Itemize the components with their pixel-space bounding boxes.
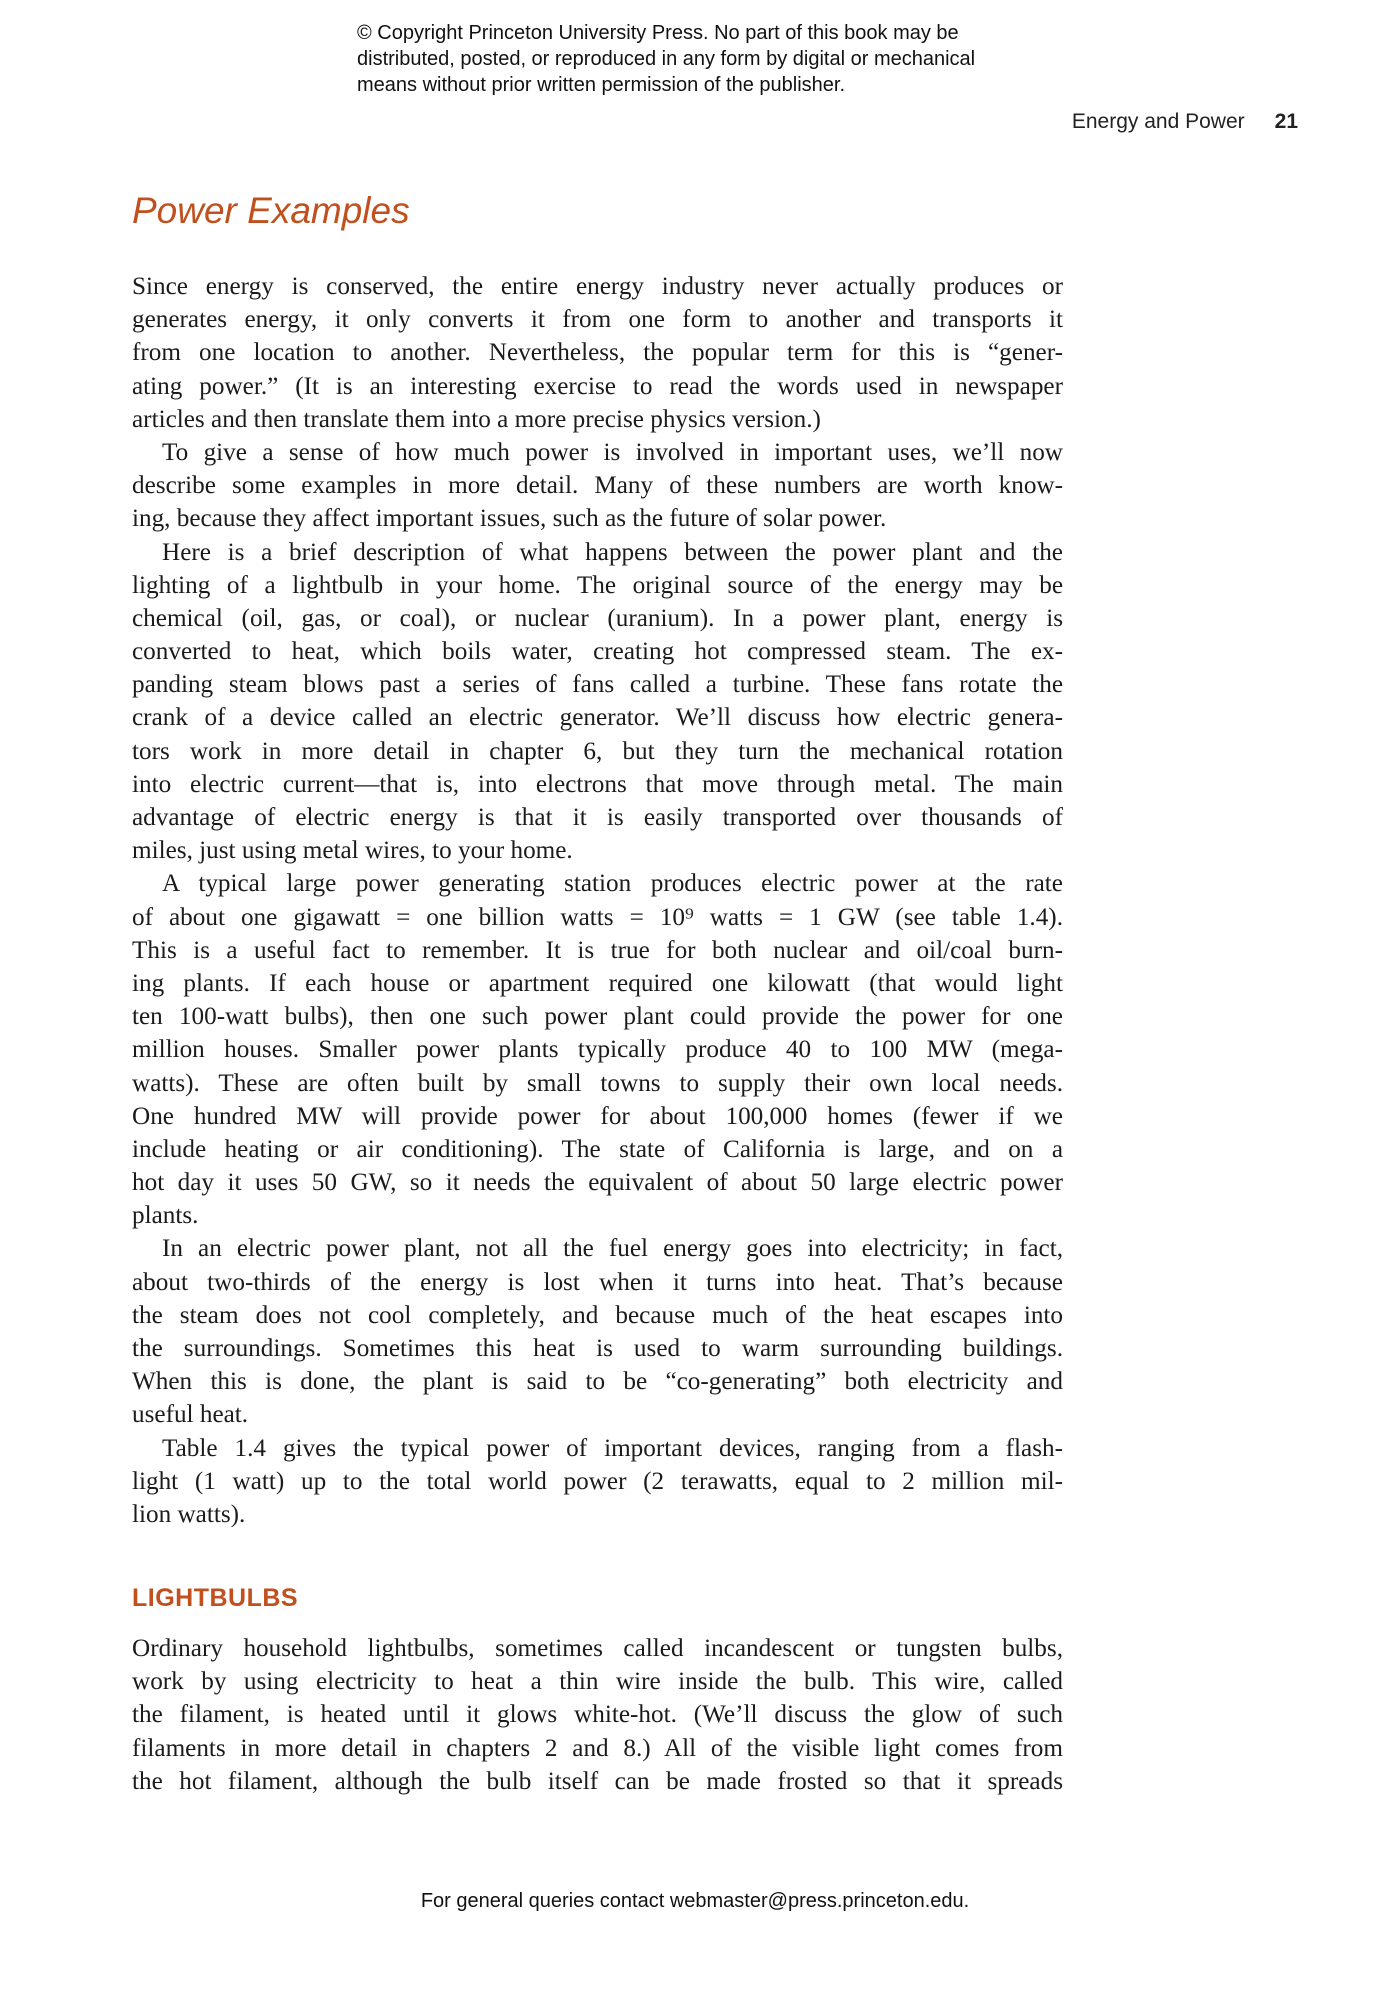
text-line: include heating or air conditioning). The state of California is large, and on a	[132, 1135, 1063, 1163]
text-line: the filament, is heated until it glows white-hot. (We’ll discuss the glow of such	[132, 1701, 1063, 1729]
text-line: lion watts).	[132, 1500, 246, 1528]
text-line: miles, just using metal wires, to your home.	[132, 837, 573, 865]
copyright-line: © Copyright Princeton University Press. No part of this book may be	[357, 22, 959, 44]
text-line: ing plants. If each house or apartment required one kilowatt (that would light	[132, 969, 1063, 997]
body-text-section-1	[132, 270, 1063, 1531]
footer-text: For general queries contact webmaster@press.princeton.edu.	[420, 1890, 970, 1912]
text-line: watts). These are often built by small towns to supply their own local needs.	[132, 1069, 1063, 1097]
text-line: converted to heat, which boils water, creating hot compressed steam. The ex-	[132, 638, 1063, 666]
text-line: To give a sense of how much power is involved in important uses, we’ll now	[162, 438, 1063, 466]
copyright-notice	[357, 20, 1077, 98]
text-line: generates energy, it only converts it from one form to another and transports it	[132, 306, 1063, 334]
text-line: One hundred MW will provide power for about 100,000 homes (fewer if we	[132, 1102, 1063, 1130]
text-line: the steam does not cool completely, and because much of the heat escapes into	[132, 1301, 1063, 1329]
text-line: of about one gigawatt = one billion watts = 10⁹ watts = 1 GW (see table 1.4).	[132, 903, 1063, 931]
text-line: Ordinary household lightbulbs, sometimes called incandescent or tungsten bulbs,	[132, 1635, 1063, 1662]
text-line: ating power.” (It is an interesting exercise to read the words used in newspaper	[132, 372, 1063, 400]
text-line: light (1 watt) up to the total world power (2 terawatts, equal to 2 million mil-	[132, 1467, 1063, 1495]
text-line: the hot filament, although the bulb itself can be made frosted so that it spreads	[132, 1767, 1063, 1795]
text-line: ten 100-watt bulbs), then one such power plant could provide the power for one	[132, 1003, 1063, 1031]
text-line: crank of a device called an electric generator. We’ll discuss how electric genera-	[132, 704, 1063, 732]
text-line: lighting of a lightbulb in your home. The original source of the energy may be	[132, 571, 1063, 599]
copyright-line: distributed, posted, or reproduced in any form by digital or mechanical	[357, 48, 976, 70]
footer-contact	[0, 1890, 1400, 1913]
text-line: from one location to another. Nevertheless, the popular term for this is “gener-	[132, 339, 1063, 367]
text-line: Here is a brief description of what happens between the power plant and the	[162, 538, 1063, 566]
section-title: Power Examples	[132, 190, 410, 231]
page-number: 21	[1274, 110, 1298, 133]
text-line: work by using electricity to heat a thin wire inside the bulb. This wire, called	[132, 1668, 1063, 1696]
body-text-section-2	[132, 1632, 1063, 1798]
text-line: describe some examples in more detail. Many of these numbers are worth know-	[132, 472, 1063, 500]
text-line: about two-thirds of the energy is lost when it turns into heat. That’s because	[132, 1268, 1063, 1296]
text-line: million houses. Smaller power plants typically produce 40 to 100 MW (mega-	[132, 1036, 1063, 1064]
subsection-heading: LIGHTBULBS	[132, 1584, 299, 1612]
copyright-line: means without prior written permission of the publisher.	[357, 74, 846, 96]
text-line: A typical large power generating station produces electric power at the rate	[162, 870, 1063, 898]
text-line: ing, because they affect important issues, such as the future of solar power.	[132, 505, 887, 533]
text-line: hot day it uses 50 GW, so it needs the equivalent of about 50 large electric power	[132, 1169, 1063, 1197]
text-line: filaments in more detail in chapters 2 and 8.) All of the visible light comes from	[132, 1734, 1063, 1762]
running-head-title: Energy and Power	[1071, 110, 1245, 133]
text-line: panding steam blows past a series of fans called a turbine. These fans rotate the	[132, 671, 1063, 699]
text-line: articles and then translate them into a more precise physics version.)	[132, 405, 821, 433]
text-line: chemical (oil, gas, or coal), or nuclear (uranium). In a power plant, energy is	[132, 604, 1063, 632]
text-line: In an electric power plant, not all the fuel energy goes into electricity; in fact,	[162, 1235, 1063, 1263]
text-line: into electric current—that is, into electrons that move through metal. The main	[132, 770, 1063, 798]
text-line: Since energy is conserved, the entire energy industry never actually produces or	[132, 273, 1063, 300]
text-line: plants.	[132, 1202, 199, 1230]
text-line: useful heat.	[132, 1401, 249, 1429]
text-line: tors work in more detail in chapter 6, but they turn the mechanical rotation	[132, 737, 1063, 765]
running-head	[1072, 110, 1298, 134]
text-line: This is a useful fact to remember. It is true for both nuclear and oil/coal burn-	[132, 936, 1063, 964]
text-line: Table 1.4 gives the typical power of important devices, ranging from a flash-	[162, 1434, 1063, 1462]
text-line: advantage of electric energy is that it is easily transported over thousands of	[132, 804, 1063, 831]
text-line: When this is done, the plant is said to be “co-generating” both electricity and	[132, 1368, 1063, 1396]
text-line: the surroundings. Sometimes this heat is used to warm surrounding buildings.	[132, 1335, 1063, 1362]
